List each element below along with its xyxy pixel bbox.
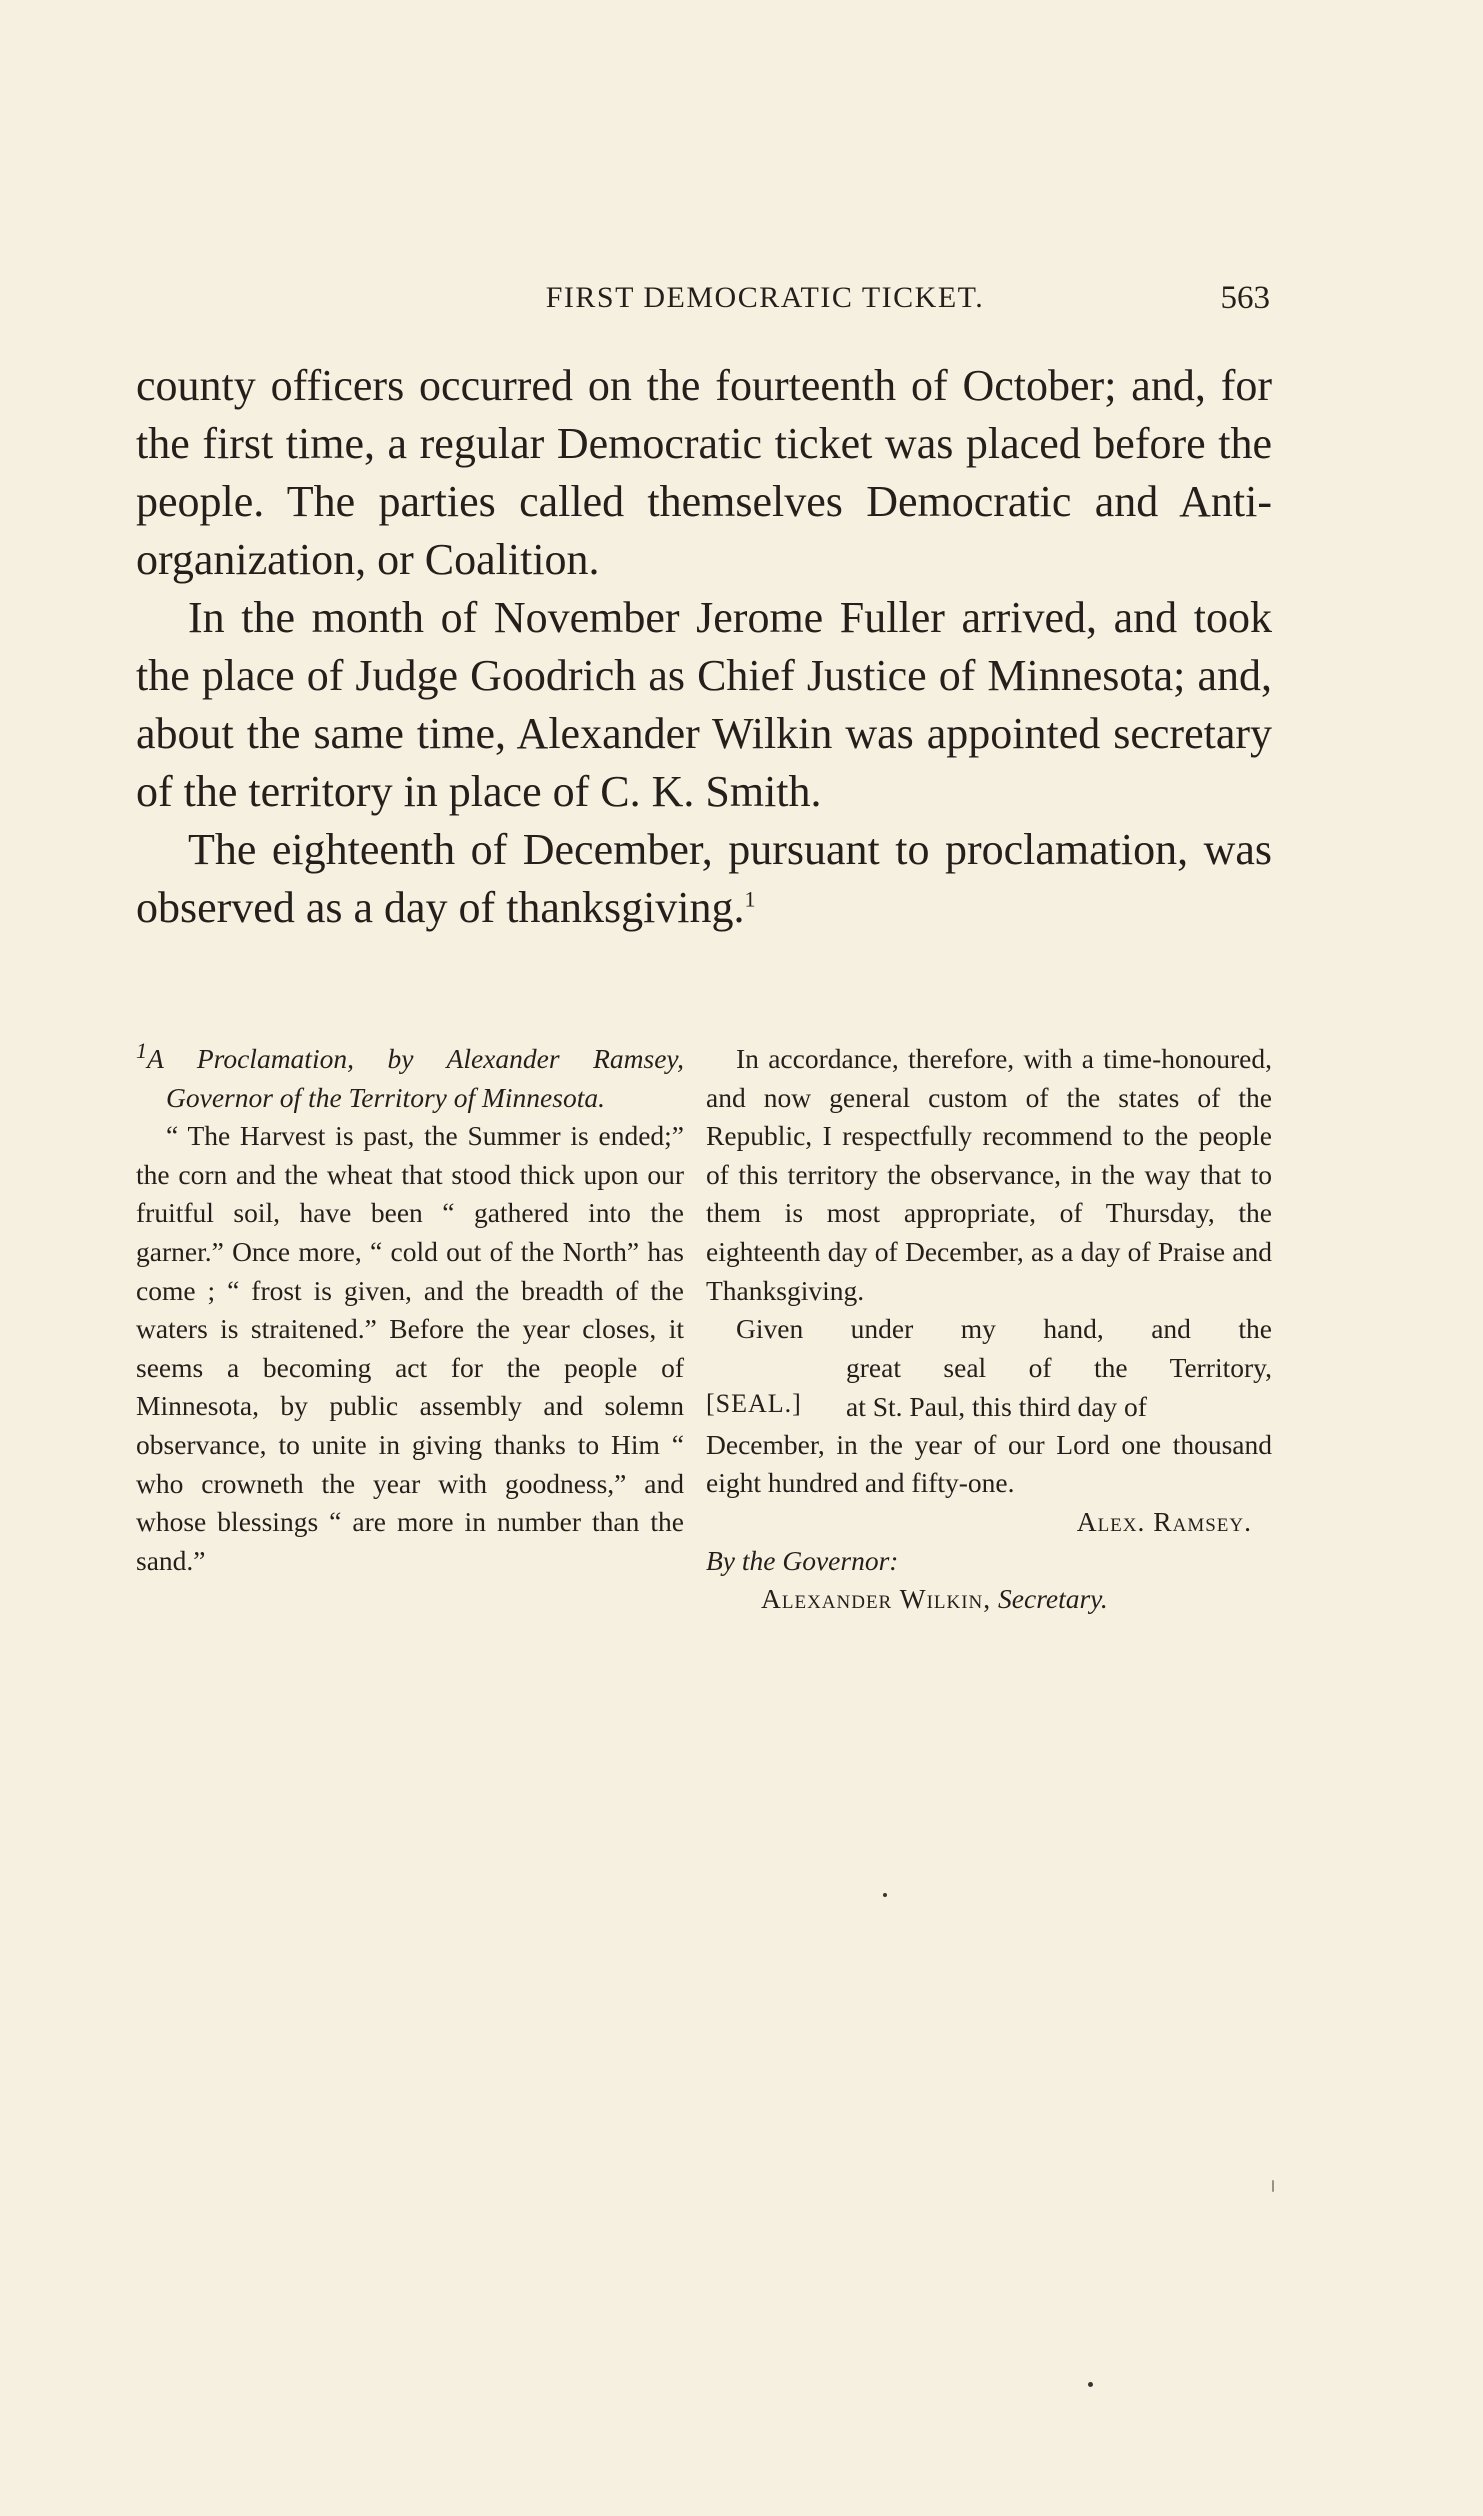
proclamation-paragraph: “ The Harvest is past, the Summer is ended;” the corn and the wheat that stood thick upon our fruitful soil, have been “ gathered into the garner.” Once more, “ cold out of the North” has come ; “ frost is given, and the breadth of the waters is straitened.” Before the year closes, it seems a becoming act for the people of Minnesota, by public assembly and solemn observance, to unite in giving thanks to Him “ who crowneth the year with goodness,” and whose blessings “ are more in number than the sand.” xyxy=(136,1120,684,1576)
ink-speck xyxy=(1088,2382,1093,2387)
footnote-left-column xyxy=(136,1037,684,1580)
footnote-reference: 1 xyxy=(744,886,756,912)
body-paragraph: In the month of November Jerome Fuller arrived, and took the place of Judge Goodrich as Chief Justice of Minnesota; and, about the same time, Alexander Wilkin was appointed secretary of the territory in place of C. K. Smith. xyxy=(136,593,1272,816)
seal-line: great seal of the Territory, xyxy=(846,1351,1272,1383)
governor-signature: Alex. Ramsey. xyxy=(1076,1505,1252,1537)
body-paragraph xyxy=(136,821,1272,937)
date-text: December, in the year of our Lord one thousand eight hundred and fifty-one. xyxy=(706,1428,1272,1499)
ink-speck xyxy=(883,1893,887,1897)
given-line: Given under my hand, and the xyxy=(736,1313,1272,1345)
proclamation-paragraph: In accordance, therefore, with a time-honoured, and now general custom of the states of the Republic, I respectfully recommend to the people of this territory the observance, in the way that to them is most appropriate, of Thursday, the eighteenth day of December, as a day of Praise and Thanksgiving. xyxy=(706,1043,1272,1306)
body-paragraph: county officers occurred on the fourteenth of October; and, for the first time, a regular Democratic ticket was placed before the people. The parties called themselves Democratic and Anti-organization, or Coalition. xyxy=(136,361,1272,584)
proclamation-title: A Proclamation, by Alexander Ramsey, Governor of the Territory of Minnesota. xyxy=(147,1043,684,1113)
secretary-name: Alexander Wilkin, xyxy=(761,1583,992,1615)
running-title: FIRST DEMOCRATIC TICKET. xyxy=(545,281,985,314)
seal-block xyxy=(706,1349,1272,1464)
footnote-right-column xyxy=(706,1040,1272,1619)
ink-speck xyxy=(1272,2180,1274,2192)
by-governor: By the Governor: xyxy=(706,1544,899,1576)
main-text xyxy=(136,357,1272,937)
page-header xyxy=(140,278,1270,318)
footnote-title xyxy=(136,1037,684,1117)
seal-label: [SEAL.] xyxy=(706,1388,802,1418)
page-number: 563 xyxy=(1220,280,1270,316)
footnote-mark: 1 xyxy=(136,1037,147,1063)
seal-line: at St. Paul, this third day of xyxy=(846,1390,1147,1422)
body-paragraph-text: The eighteenth of December, pursuant to proclamation, was observed as a day of thanksgiving. xyxy=(136,825,1272,932)
secretary-title: Secretary. xyxy=(998,1583,1108,1615)
secretary-signature xyxy=(706,1580,1272,1619)
